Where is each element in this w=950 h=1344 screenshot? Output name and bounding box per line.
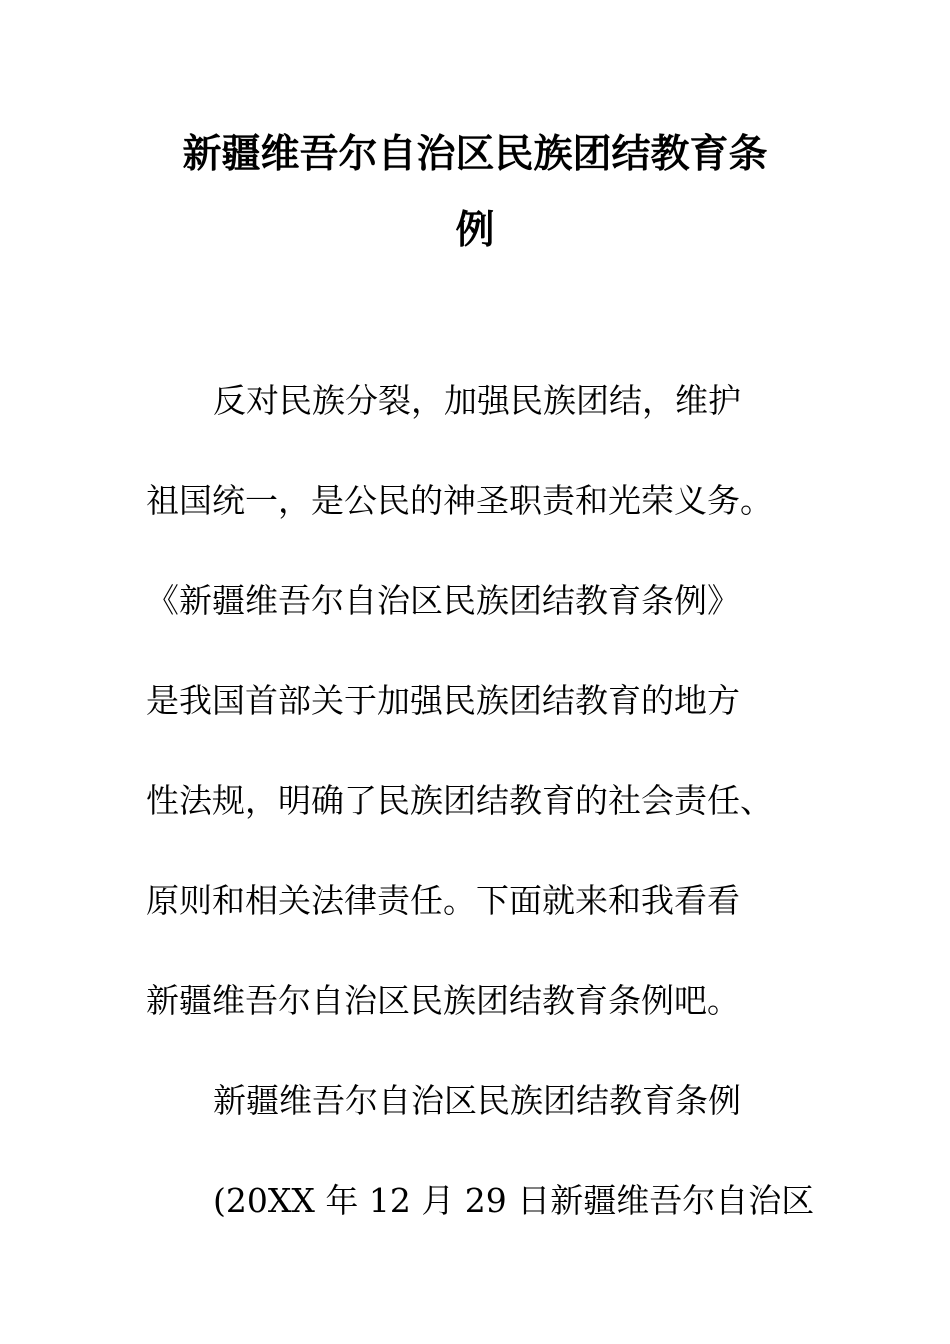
- body-line: 是我国首部关于加强民族团结教育的地方: [146, 681, 740, 720]
- body-line: 《新疆维吾尔自治区民族团结教育条例》: [146, 581, 740, 620]
- body-line: 祖国统一，是公民的神圣职责和光荣义务。: [146, 481, 773, 520]
- body-line: 性法规，明确了民族团结教育的社会责任、: [146, 781, 773, 820]
- document-title-line-2: 例: [455, 207, 495, 253]
- body-line: 新疆维吾尔自治区民族团结教育条例: [213, 1081, 741, 1120]
- body-line: 原则和相关法律责任。下面就来和我看看: [146, 881, 740, 920]
- body-line: 新疆维吾尔自治区民族团结教育条例吧。: [146, 981, 740, 1020]
- document-title-line-1: 新疆维吾尔自治区民族团结教育条: [182, 131, 768, 177]
- body-line: (20XX 年 12 月 29 日新疆维吾尔自治区: [213, 1181, 815, 1220]
- body-line: 反对民族分裂，加强民族团结，维护: [213, 381, 741, 420]
